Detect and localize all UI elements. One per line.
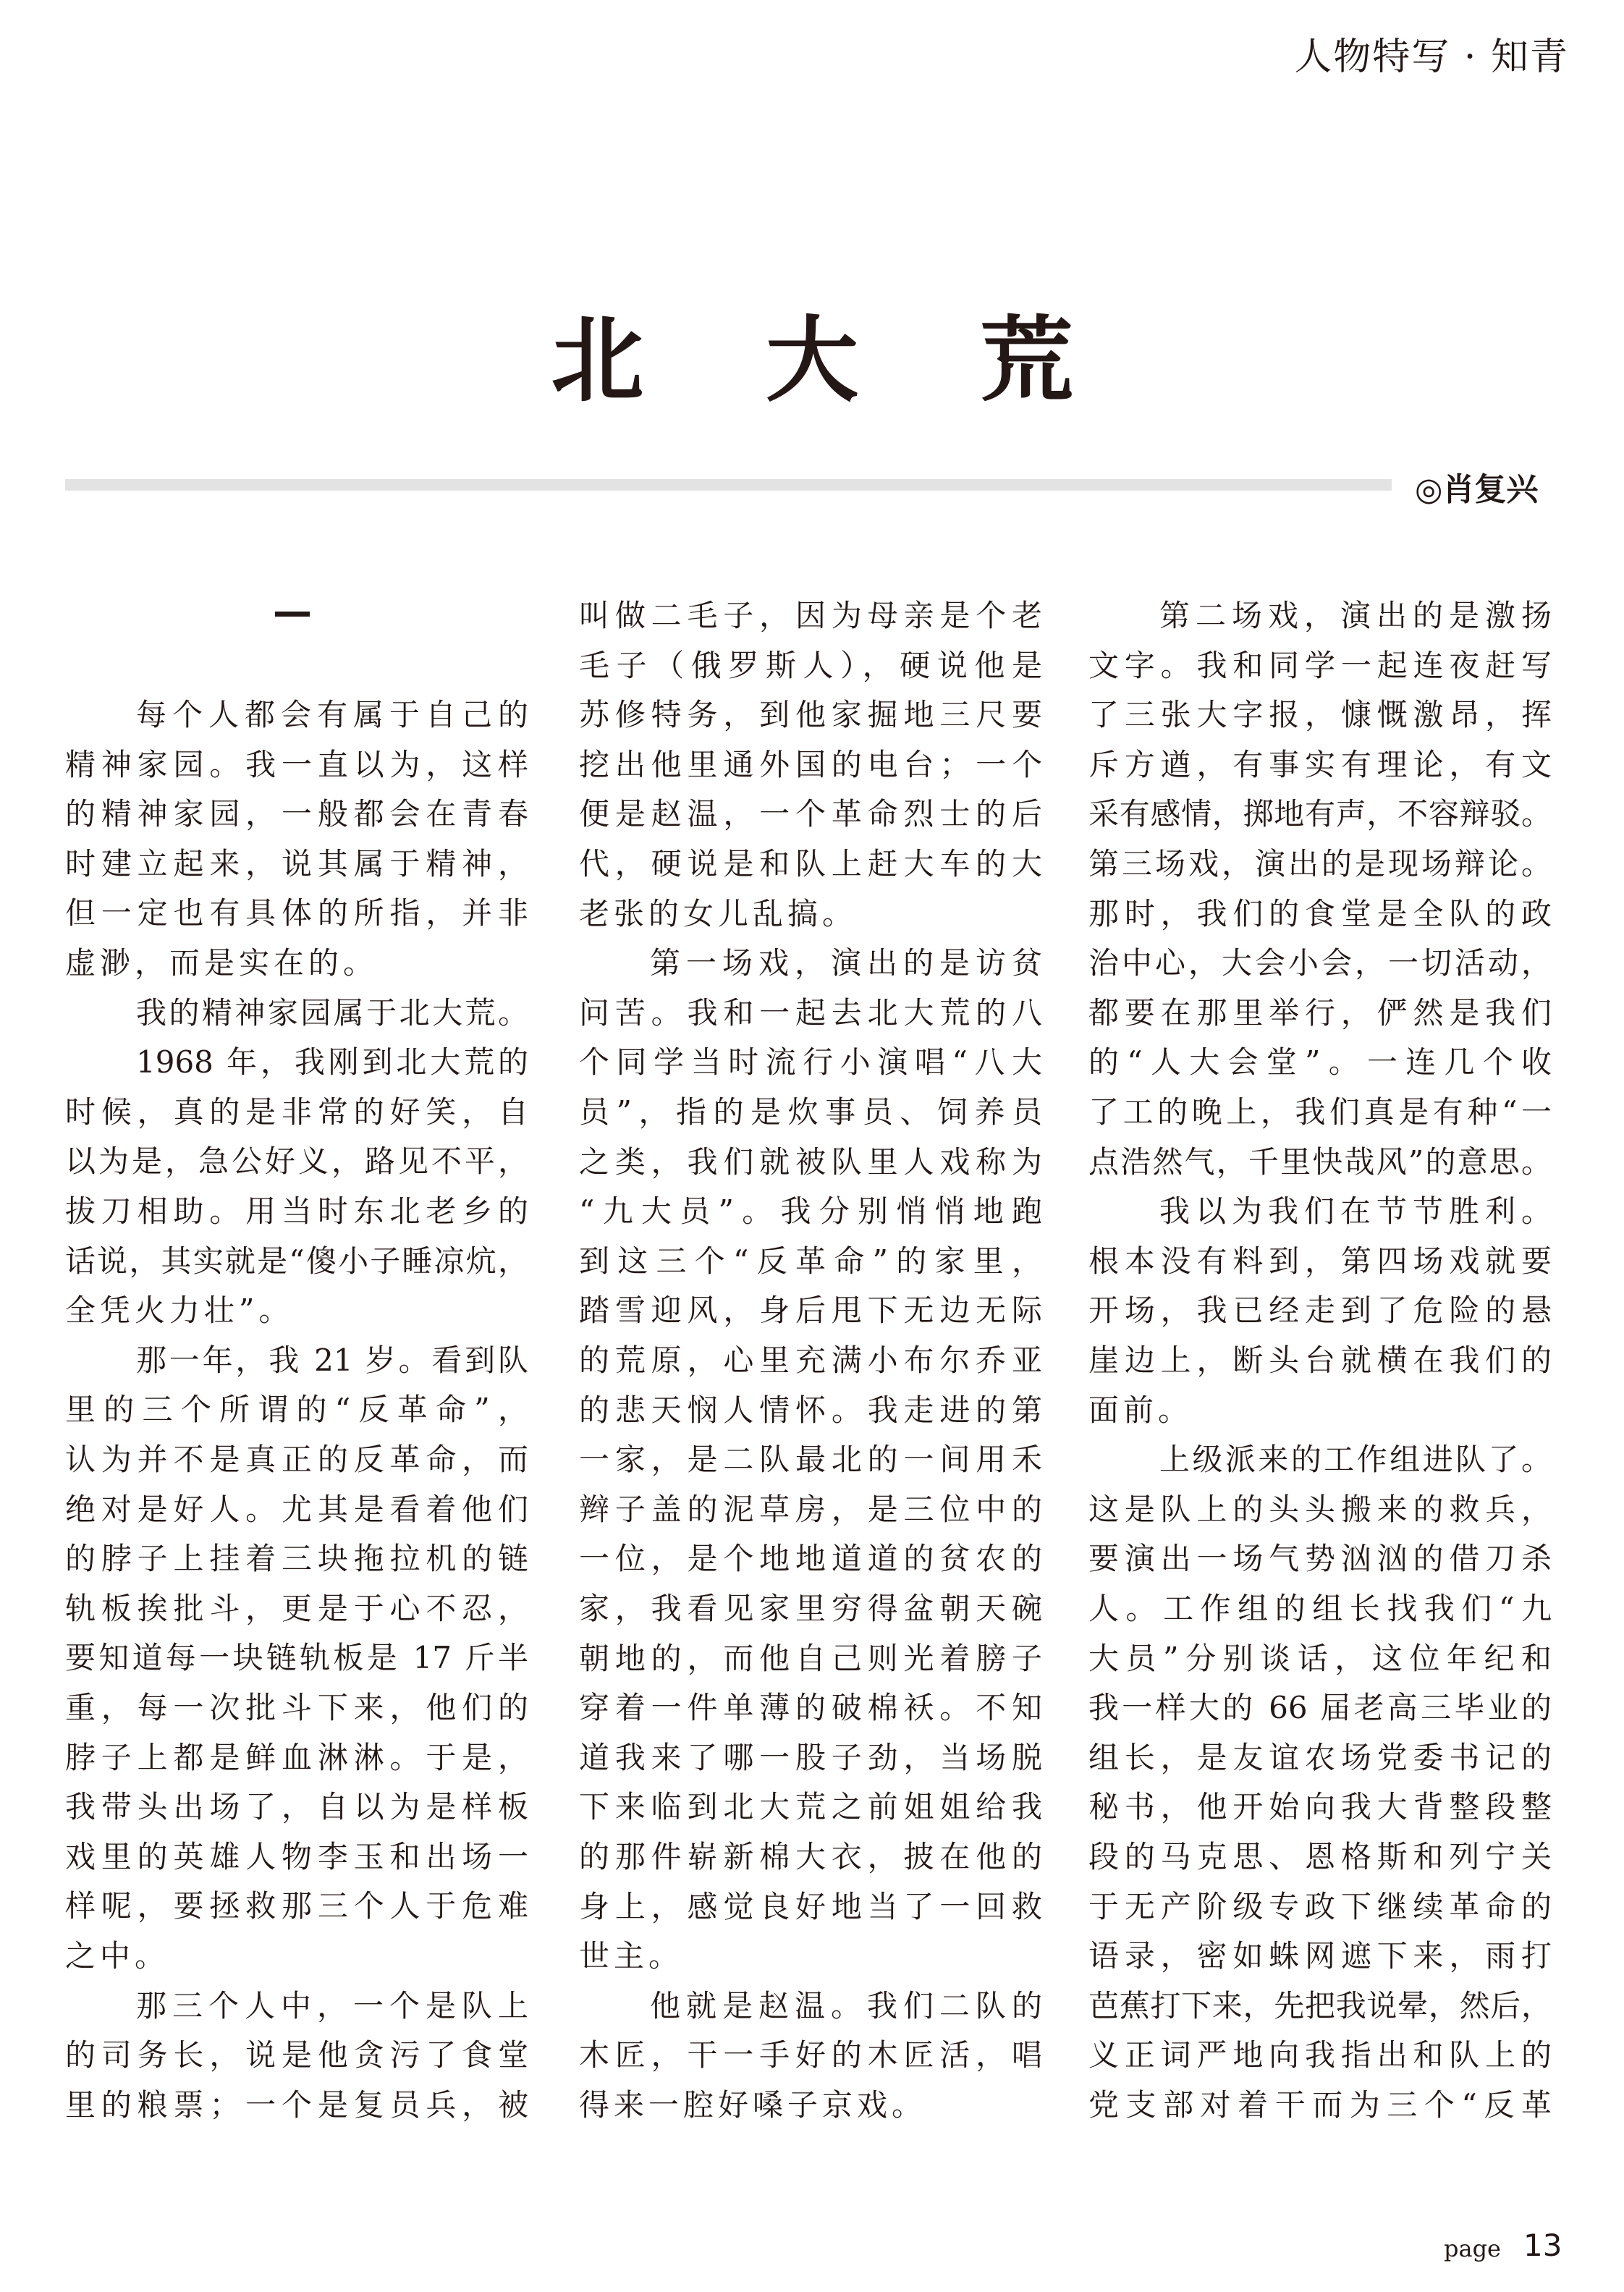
text-line: 第一场戏，演出的是访贫: [650, 945, 1042, 981]
text-line: 得来一腔好嗓子京戏。: [579, 2087, 927, 2123]
text-line: 的悲天悯人情怀。我走进的第: [579, 1392, 1042, 1428]
text-line: 道我来了哪一股子劲，当场脱: [579, 1739, 1042, 1775]
text-line: 身上，感觉良好地当了一回救: [579, 1888, 1042, 1924]
text-line: 段的马克思、恩格斯和列宁关: [1088, 1839, 1552, 1874]
text-line: 叫做二毛子，因为母亲是个老: [579, 598, 1042, 633]
text-line: 但一定也有具体的所指，并非: [65, 895, 528, 931]
text-line: 下来临到北大荒之前姐姐给我: [579, 1789, 1042, 1825]
text-line: 戏里的英雄人物李玉和出场一: [65, 1838, 528, 1874]
text-line: 虚渺，而是实在的。: [65, 945, 378, 981]
text-line: 都要在那里举行，俨然是我们: [1088, 994, 1552, 1031]
text-line: 员”，指的是炊事员、饲养员: [579, 1094, 1042, 1130]
page-number: 13: [1523, 2228, 1562, 2263]
text-line: 我带头出场了，自以为是样板: [65, 1789, 528, 1825]
text-line: 家，我看见家里穷得盆朝天碗: [579, 1591, 1042, 1626]
text-line: 要演出一场气势汹汹的借刀杀: [1088, 1541, 1552, 1577]
text-line: 认为并不是真正的反革命，而: [65, 1442, 528, 1477]
text-line: 之类，我们就被队里人戏称为: [579, 1143, 1042, 1180]
text-line: 苏修特务，到他家掘地三尺要: [579, 697, 1042, 733]
text-line: 开场，我已经走到了危险的悬: [1088, 1293, 1552, 1329]
text-line: 穿着一件单薄的破棉袄。不知: [579, 1690, 1042, 1726]
text-line: 时建立起来，说其属于精神，: [65, 845, 528, 881]
text-line: 一位，是个地地道道的贫农的: [579, 1541, 1042, 1577]
text-line: 的那件崭新棉大衣，披在他的: [579, 1839, 1042, 1874]
text-line: 一家，是二队最北的一间用禾: [579, 1442, 1042, 1478]
text-line: 的荒原，心里充满小布尔乔亚: [579, 1342, 1042, 1378]
text-line: 第二场戏，演出的是激扬: [1159, 598, 1552, 633]
text-line: 轨板挨批斗，更是于心不忍，: [65, 1590, 528, 1626]
text-line: 老张的女儿乱搞。: [579, 895, 858, 931]
text-line: 上级派来的工作组进队了。: [1159, 1442, 1552, 1478]
text-line: 那三个人中，一个是队上: [136, 1987, 528, 2024]
text-line: 代，硬说是和队上赶大车的大: [579, 846, 1042, 881]
text-line: 1968 年，我刚到北大荒的: [136, 1044, 528, 1081]
text-line: 问苦。我和一起去北大荒的八: [579, 994, 1042, 1031]
title-divider: [65, 479, 1392, 491]
text-line: 我以为我们在节节胜利。: [1159, 1193, 1552, 1230]
text-line: “九大员”。我分别悄悄地跑: [579, 1193, 1042, 1230]
text-line: 了工的晚上，我们真是有种“一: [1088, 1094, 1552, 1130]
text-line: 话说，其实就是“傻小子睡凉炕，: [65, 1243, 528, 1279]
page-label: page: [1444, 2235, 1501, 2262]
section-label: 人物特写 · 知青: [1294, 35, 1569, 79]
text-line: 之中。: [65, 1938, 170, 1974]
text-line: 文字。我和同学一起连夜赶写: [1088, 647, 1552, 683]
text-line: 绝对是好人。尤其是看着他们: [65, 1491, 528, 1527]
text-line: 斥方遒，有事实有理论，有文: [1088, 746, 1552, 782]
text-line: 要知道每一块链轨板是 17 斤半: [65, 1640, 528, 1676]
text-line: 踏雪迎风，身后甩下无边无际: [579, 1293, 1042, 1329]
text-line: 每个人都会有属于自己的: [136, 697, 528, 732]
text-line: 第三场戏，演出的是现场辩论。: [1088, 846, 1552, 881]
text-line: 样呢，要拯救那三个人于危难: [65, 1888, 528, 1924]
text-line: 了三张大字报，慷慨激昂，挥: [1088, 697, 1552, 733]
text-line: 脖子上都是鲜血淋淋。于是，: [65, 1739, 528, 1775]
text-line: 我一样大的 66 届老高三毕业的: [1088, 1690, 1552, 1726]
text-line: 那时，我们的食堂是全队的政: [1088, 895, 1552, 931]
text-line: 拔刀相助。用当时东北老乡的: [65, 1193, 528, 1229]
text-line: 到这三个“反革命”的家里，: [579, 1243, 1042, 1279]
text-line: 这是队上的头头搬来的救兵，: [1088, 1491, 1552, 1527]
text-line: 以为是，急公好义，路见不平，: [65, 1143, 528, 1180]
text-line: 毛子（俄罗斯人），硬说他是: [579, 647, 1042, 683]
section-number-one: [275, 612, 310, 617]
text-line: 点浩然气，千里快哉风”的意思。: [1088, 1143, 1552, 1180]
article-title: 北 大 荒: [551, 307, 1118, 415]
text-line: 的“人大会堂”。一连几个收: [1088, 1044, 1552, 1081]
text-line: 的脖子上挂着三块拖拉机的链: [65, 1541, 528, 1577]
text-line: 于无产阶级专政下继续革命的: [1088, 1888, 1552, 1924]
text-line: 组长，是友谊农场党委书记的: [1088, 1739, 1552, 1775]
text-line: 重，每一次批斗下来，他们的: [65, 1690, 528, 1725]
text-line: 崖边上，断头台就横在我们的: [1088, 1342, 1552, 1378]
text-line: 挖出他里通外国的电台；一个: [579, 746, 1042, 782]
text-line: 辫子盖的泥草房，是三位中的: [579, 1491, 1042, 1527]
text-line: 里的粮票；一个是复员兵，被: [65, 2086, 528, 2123]
text-line: 他就是赵温。我们二队的: [650, 1987, 1042, 2024]
text-line: 便是赵温，一个革命烈士的后: [579, 796, 1042, 832]
text-line: 根本没有料到，第四场戏就要: [1088, 1243, 1552, 1279]
text-line: 芭蕉打下来，先把我说晕，然后，: [1088, 1987, 1552, 2024]
text-line: 人。工作组的组长找我们“九: [1088, 1591, 1552, 1626]
text-line: 大员”分别谈话，这位年纪和: [1088, 1640, 1552, 1676]
text-line: 那一年，我 21 岁。看到队: [136, 1342, 528, 1378]
text-line: 的司务长，说是他贪污了食堂: [65, 2037, 528, 2073]
text-line: 秘书，他开始向我大背整段整: [1088, 1789, 1552, 1825]
text-line: 治中心，大会小会，一切活动，: [1088, 945, 1552, 981]
text-line: 木匠，干一手好的木匠活，唱: [579, 2037, 1042, 2073]
text-line: 精神家园。我一直以为，这样: [65, 746, 528, 782]
text-line: 我的精神家园属于北大荒。: [136, 994, 528, 1031]
text-line: 全凭火力壮”。: [65, 1293, 294, 1329]
text-line: 采有感情，掷地有声，不容辩驳。: [1088, 796, 1552, 832]
text-line: 里的三个所谓的“反革命”，: [65, 1392, 528, 1428]
text-line: 党支部对着干而为三个“反革: [1088, 2087, 1552, 2123]
text-line: 时候，真的是非常的好笑，自: [65, 1094, 528, 1130]
author-byline: ◎肖复兴: [1415, 471, 1539, 508]
text-line: 世主。: [579, 1938, 684, 1974]
text-line: 朝地的，而他自己则光着膀子: [579, 1640, 1042, 1676]
text-line: 语录，密如蛛网遮下来，雨打: [1088, 1938, 1552, 1974]
text-line: 个同学当时流行小演唱“八大: [579, 1044, 1042, 1081]
text-line: 义正词严地向我指出和队上的: [1088, 2037, 1552, 2073]
text-line: 的精神家园，一般都会在青春: [65, 796, 528, 832]
text-line: 面前。: [1088, 1392, 1193, 1428]
